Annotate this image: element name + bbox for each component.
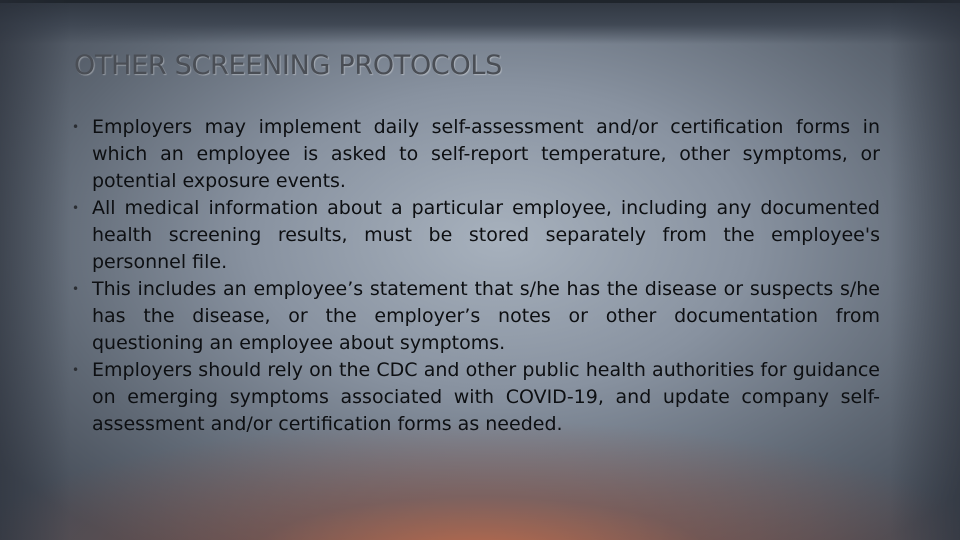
bullet-item-self-assessment: [72, 114, 880, 195]
right-vignette: [890, 0, 960, 540]
bullet-item-cdc-guidance: [72, 357, 880, 438]
bullet-dot-icon: •: [72, 282, 80, 296]
bullet-dot-icon: •: [72, 363, 80, 377]
bullet-text: This includes an employee’s statement that s/he has the disease or suspects s/he has the disease, or the employer’s notes or other documentation from questioning an employee about symptoms.: [92, 278, 880, 354]
bullet-list: [72, 114, 880, 438]
bullet-item-employee-statement: [72, 276, 880, 357]
bullet-item-medical-information: [72, 195, 880, 276]
top-border-line: [0, 0, 960, 3]
slide-title: OTHER SCREENING PROTOCOLS: [74, 50, 503, 81]
bullet-dot-icon: •: [72, 120, 80, 134]
bullet-text: All medical information about a particular employee, including any documented health screening results, must be stored separately from the employee's personnel file.: [92, 197, 880, 273]
bullet-text: Employers should rely on the CDC and other public health authorities for guidance on emerging symptoms associated with COVID-19, and update company self-assessment and/or certification forms as needed.: [92, 359, 880, 435]
left-vignette: [0, 0, 70, 540]
bullet-text: Employers may implement daily self-assessment and/or certification forms in which an employee is asked to self-report temperature, other symptoms, or potential exposure events.: [92, 116, 880, 192]
top-band: [0, 0, 960, 44]
bullet-dot-icon: •: [72, 201, 80, 215]
